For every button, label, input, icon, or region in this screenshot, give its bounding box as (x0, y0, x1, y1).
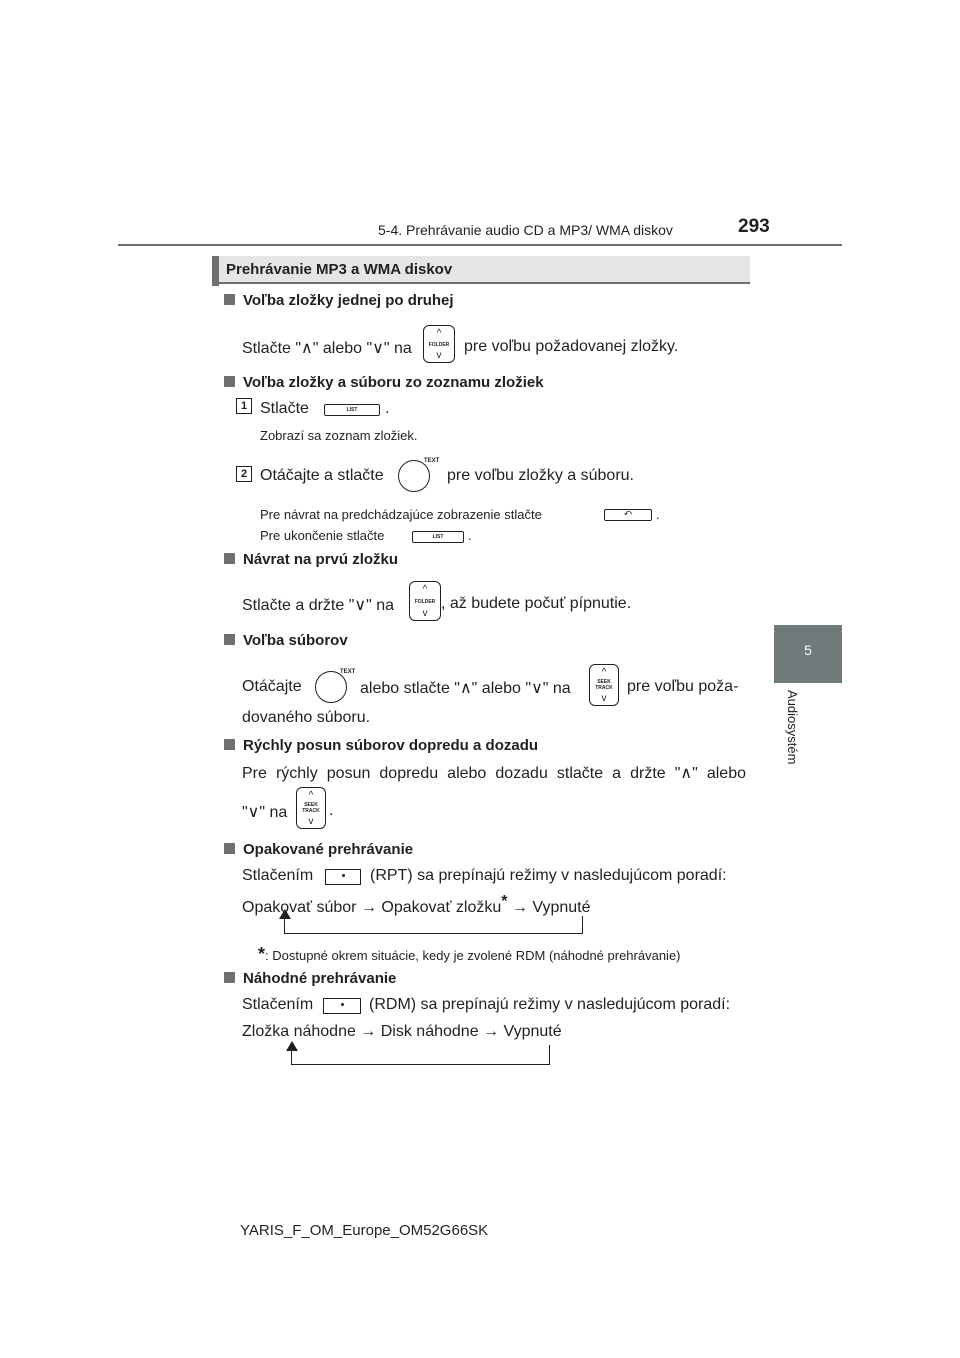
folder-rocker-button-icon: ^ FOLDER v (423, 325, 455, 363)
heading-first-folder: Návrat na prvú zložku (224, 551, 398, 568)
text: alebo stlačte "∧" alebo "∨" na (360, 680, 571, 697)
square-bullet-icon (224, 972, 235, 983)
text: Opakovať súbor → Opakovať zložku* → Vypnuté (242, 893, 591, 916)
heading-repeat: Opakované prehrávanie (224, 841, 413, 858)
list-button-icon: LIST (412, 531, 464, 543)
text: Zložka náhodne → Disk náhodne → Vypnuté (242, 1023, 562, 1040)
square-bullet-icon (224, 294, 235, 305)
list-button-icon: LIST (324, 404, 380, 416)
heading-random: Náhodné prehrávanie (224, 970, 396, 987)
section-title: Prehrávanie MP3 a WMA diskov (226, 261, 453, 278)
preset-button-icon (325, 869, 361, 885)
chapter-tab-label: Audiosystém (785, 690, 800, 765)
cycle-arrow-icon (286, 1041, 298, 1051)
note: Zobrazí sa zoznam zložiek. (260, 428, 418, 443)
knob-label: TEXT (424, 458, 440, 464)
text: dovaného súboru. (242, 709, 371, 726)
back-button-icon: ⤺ (604, 509, 652, 521)
text: "∨" na (242, 804, 288, 821)
square-bullet-icon (224, 634, 235, 645)
cycle-arrow-icon (279, 909, 291, 919)
preset-button-icon (323, 998, 361, 1014)
header-rule (118, 244, 842, 246)
chapter-tab-number: 5 (804, 642, 812, 658)
cycle-line (291, 1050, 292, 1065)
text: Stlačením (242, 996, 314, 1013)
seek-track-rocker-button-icon: ^ SEEK TRACK v (589, 664, 619, 706)
step-number: 2 (236, 466, 252, 482)
document-id: YARIS_F_OM_Europe_OM52G66SK (240, 1222, 489, 1239)
heading-fast-seek: Rýchly posun súborov dopredu a dozadu (224, 737, 538, 754)
note: Pre ukončenie stlačte (260, 528, 385, 543)
cycle-line (291, 1064, 550, 1065)
text: pre voľbu zložky a súboru. (447, 467, 634, 484)
seek-track-rocker-button-icon: ^ SEEK TRACK v (296, 787, 326, 829)
knob-label: TEXT (340, 669, 356, 675)
text-knob-icon (398, 460, 430, 492)
step-number: 1 (236, 398, 252, 414)
text-knob-icon (315, 671, 347, 703)
text: , až budete počuť pípnutie. (441, 595, 632, 612)
cycle-line (284, 933, 583, 934)
text: Stlačením (242, 867, 314, 884)
text: Stlačte "∧" alebo "∨" na (242, 340, 412, 357)
note: . (656, 507, 660, 522)
text: (RPT) sa prepínajú režimy v nasledujúcom poradí: (370, 867, 727, 884)
note: . (468, 528, 472, 543)
text: pre voľbu požadovanej zložky. (464, 338, 679, 355)
chapter-title: 5-4. Prehrávanie audio CD a MP3/ WMA diskov (378, 222, 673, 238)
section-header-bar (212, 256, 219, 286)
heading-file-select: Voľba súborov (224, 632, 348, 649)
heading-folder-select: Voľba zložky jednej po druhej (224, 292, 454, 309)
cycle-line (284, 918, 285, 934)
cycle-line (582, 916, 583, 934)
cycle-line (549, 1045, 550, 1065)
note: Pre návrat na predchádzajúce zobrazenie stlačte (260, 507, 542, 522)
square-bullet-icon (224, 739, 235, 750)
text: (RDM) sa prepínajú režimy v nasledujúcom poradí: (369, 996, 731, 1013)
square-bullet-icon (224, 553, 235, 564)
square-bullet-icon (224, 376, 235, 387)
text: Stlačte a držte "∨" na (242, 597, 395, 614)
text: Otáčajte (242, 678, 302, 695)
text: . (329, 802, 334, 819)
footnote: *: Dostupné okrem situácie, kedy je zvolené RDM (náhodné prehrávanie) (258, 944, 681, 964)
square-bullet-icon (224, 843, 235, 854)
text: Pre rýchly posun dopredu alebo dozadu stlačte a držte "∧" alebo (242, 765, 746, 782)
text: Otáčajte a stlačte (260, 467, 384, 484)
text: Stlačte (260, 400, 309, 417)
page-number: 293 (738, 216, 770, 237)
heading-folder-list: Voľba zložky a súboru zo zoznamu zložiek (224, 374, 544, 391)
text: . (385, 400, 390, 417)
text: pre voľbu poža- (627, 678, 739, 695)
folder-rocker-button-icon: ^ FOLDER v (409, 581, 441, 621)
